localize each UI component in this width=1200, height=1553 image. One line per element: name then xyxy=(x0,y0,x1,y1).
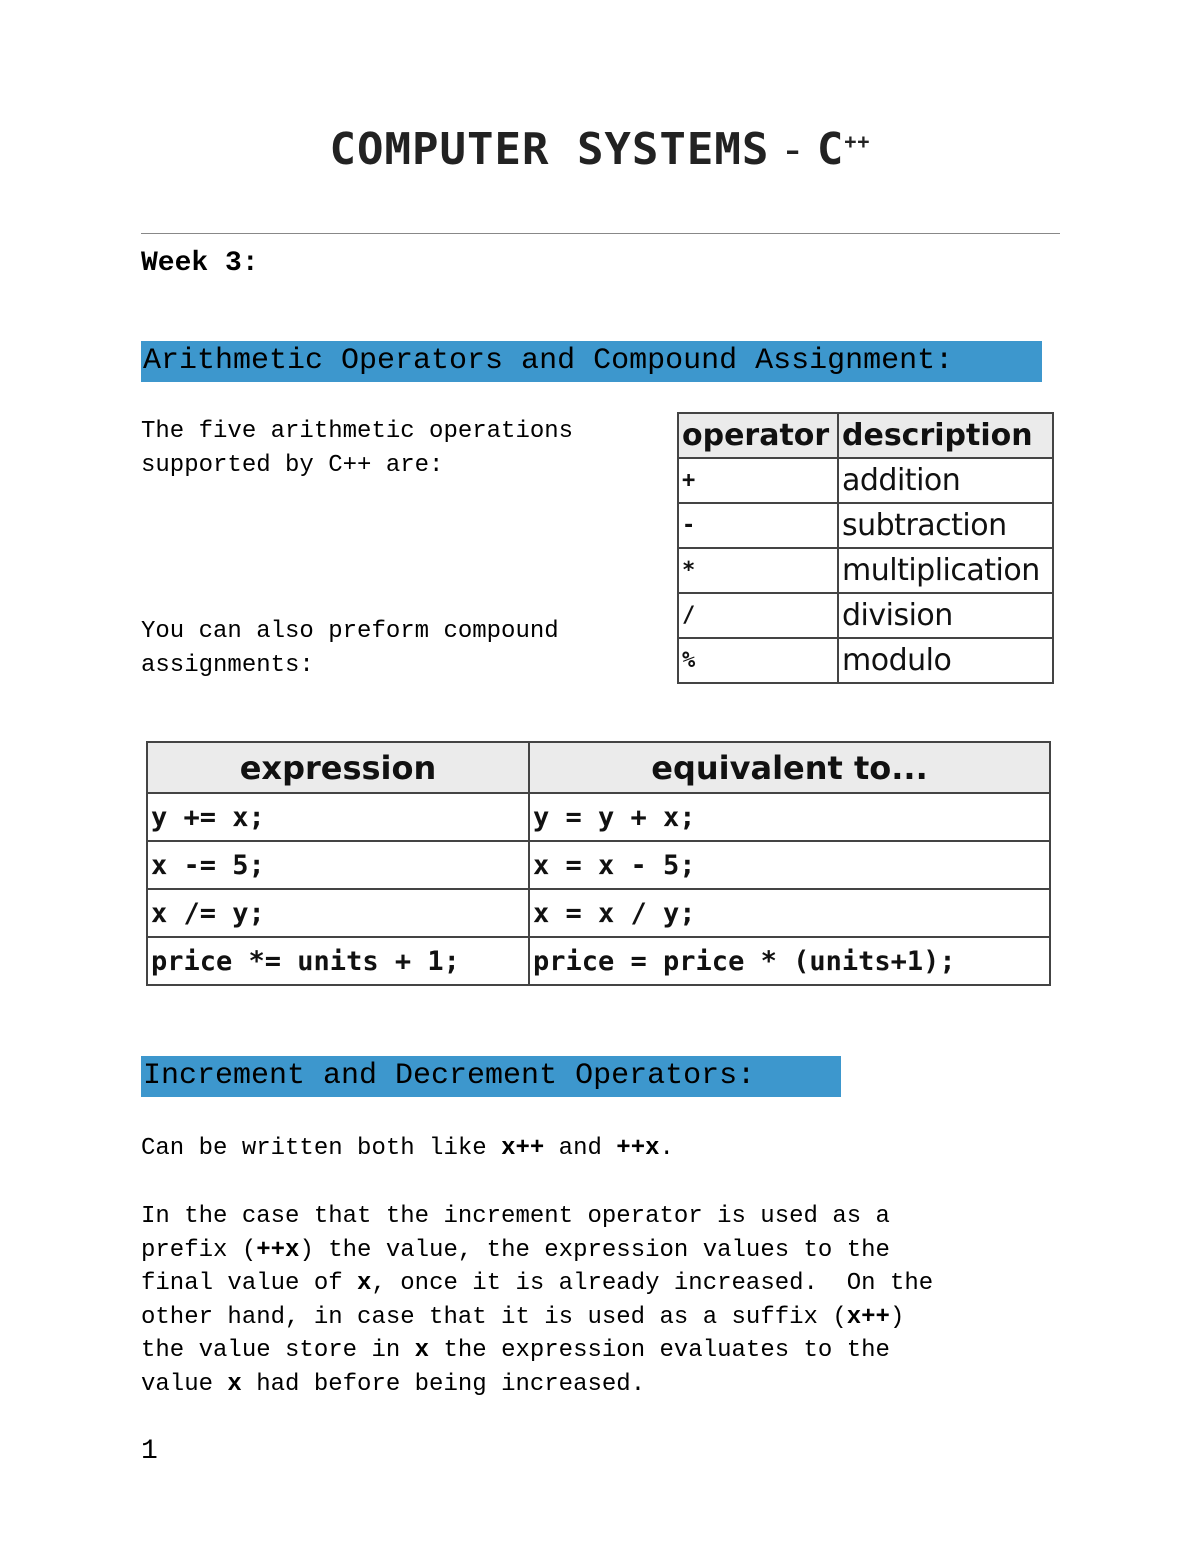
table-row xyxy=(147,889,1050,937)
code-snippet: ++x xyxy=(256,1236,300,1264)
intro-line-1: The five arithmetic operations xyxy=(141,418,574,445)
operator-cell: + xyxy=(678,458,838,503)
table-header-row xyxy=(678,413,1053,458)
intro-paragraph xyxy=(141,415,573,482)
operator-cell: - xyxy=(678,503,838,548)
expression-cell: x -= 5; xyxy=(147,841,529,889)
text-segment: the expression evaluates to the xyxy=(429,1337,890,1364)
text-segment: . xyxy=(659,1135,674,1162)
compound-assignment-table xyxy=(146,741,1051,986)
title-lang-suffix: ++ xyxy=(844,129,871,154)
operator-cell: / xyxy=(678,593,838,638)
compound-line-2: assignments: xyxy=(141,651,314,679)
text-segment: prefix ( xyxy=(141,1236,257,1264)
operators-table xyxy=(677,412,1054,684)
description-cell: modulo xyxy=(838,638,1053,683)
compound-intro-paragraph xyxy=(141,615,559,682)
column-header: equivalent to... xyxy=(529,742,1050,793)
equivalent-cell: x = x / y; xyxy=(529,889,1050,937)
expression-cell: price *= units + 1; xyxy=(147,937,529,985)
table-row xyxy=(678,458,1053,503)
operator-cell: * xyxy=(678,548,838,593)
section-heading-arithmetic: Arithmetic Operators and Compound Assignment: xyxy=(141,341,1042,382)
code-snippet: x xyxy=(227,1370,242,1398)
operator-cell: % xyxy=(678,638,838,683)
description-cell: addition xyxy=(838,458,1053,503)
expression-cell: y += x; xyxy=(147,793,529,841)
equivalent-cell: price = price * (units+1); xyxy=(529,937,1050,985)
table-row xyxy=(147,937,1050,985)
text-segment: Can be written both like xyxy=(141,1135,502,1162)
description-cell: division xyxy=(838,593,1053,638)
code-snippet: x++ xyxy=(846,1303,890,1331)
compound-line-1: You can also preform compound xyxy=(141,618,559,645)
table-row xyxy=(678,548,1053,593)
column-header: operator xyxy=(678,413,838,458)
text-segment: ) the value, the expression values to the xyxy=(299,1236,890,1264)
text-segment: the value store in xyxy=(141,1337,415,1364)
week-label: Week 3: xyxy=(141,248,259,279)
title-lang-letter: C xyxy=(816,124,845,175)
text-segment: value xyxy=(141,1370,228,1398)
column-header: description xyxy=(838,413,1053,458)
text-segment: other hand, in case that it is used as a suffix ( xyxy=(141,1303,847,1331)
increment-intro-line xyxy=(141,1132,674,1166)
table-row xyxy=(147,793,1050,841)
title-separator: - xyxy=(779,124,807,175)
table-row xyxy=(678,638,1053,683)
code-snippet: ++x xyxy=(616,1135,660,1162)
equivalent-cell: y = y + x; xyxy=(529,793,1050,841)
expression-cell: x /= y; xyxy=(147,889,529,937)
table-row xyxy=(678,503,1053,548)
title-divider xyxy=(141,233,1060,234)
text-segment: and xyxy=(544,1135,617,1162)
text-segment: had before being increased. xyxy=(241,1370,646,1398)
intro-line-2: supported by C++ are: xyxy=(141,451,444,479)
page-number: 1 xyxy=(141,1436,158,1467)
increment-explanation-paragraph xyxy=(141,1200,933,1401)
section-heading-increment: Increment and Decrement Operators: xyxy=(141,1056,841,1097)
code-snippet: x xyxy=(414,1337,430,1364)
code-snippet: x xyxy=(357,1270,372,1297)
table-row xyxy=(147,841,1050,889)
text-segment: final value of xyxy=(141,1270,358,1297)
column-header: expression xyxy=(147,742,529,793)
description-cell: subtraction xyxy=(838,503,1053,548)
page-title xyxy=(0,124,1200,175)
text-segment: , once it is already increased. On the xyxy=(371,1270,934,1297)
table-row xyxy=(678,593,1053,638)
table-header-row xyxy=(147,742,1050,793)
text-segment: In the case that the increment operator is used as a xyxy=(141,1203,890,1230)
title-main: COMPUTER SYSTEMS xyxy=(329,124,770,175)
text-segment: ) xyxy=(889,1303,905,1331)
equivalent-cell: x = x - 5; xyxy=(529,841,1050,889)
code-snippet: x++ xyxy=(501,1135,545,1162)
description-cell: multiplication xyxy=(838,548,1053,593)
